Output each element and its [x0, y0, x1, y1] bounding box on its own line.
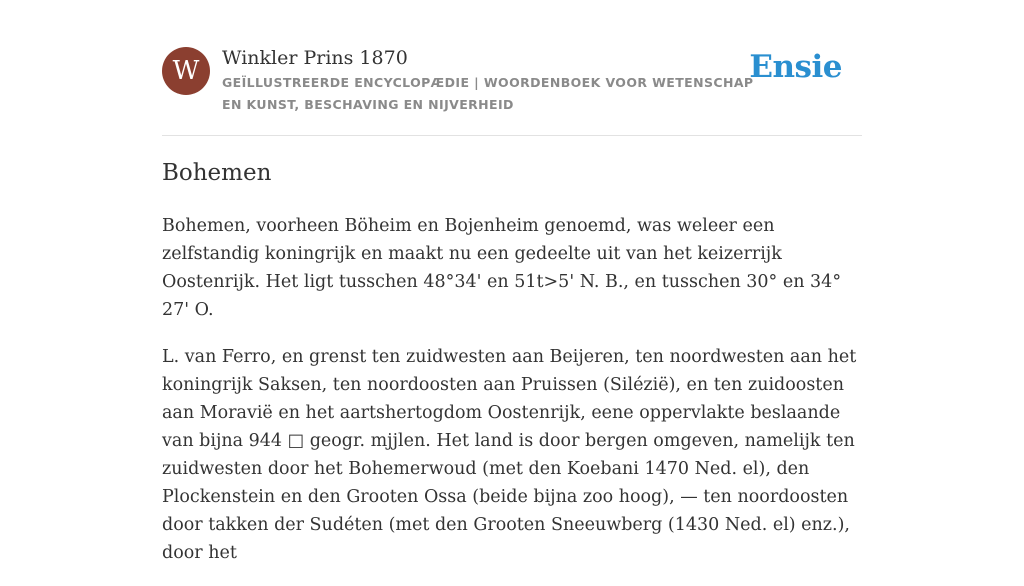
- article-body: [162, 212, 864, 586]
- article-paragraph: Bohemen, voorheen Böheim en Bojenheim genoemd, was weleer een zelfstandig koningrijk en maakt nu een gedeelte uit van het keizerrijk Oostenrijk. Het ligt tusschen 48°34' en 51t>5' N. B., en tusschen 30° en 34° 27' O.: [162, 216, 842, 320]
- header-divider: [162, 135, 862, 136]
- book-avatar[interactable]: W: [162, 47, 210, 95]
- book-title[interactable]: Winkler Prins 1870: [222, 47, 408, 69]
- ensie-logo[interactable]: Ensie: [749, 49, 842, 85]
- article-paragraph: L. van Ferro, en grenst ten zuidwesten aan Beijeren, ten noordwesten aan het koningrijk Saksen, ten noordoosten aan Pruissen (Silézië), en ten zuidoosten aan Moravië en het aartshertogdom Oostenrijk, eene oppervlakte beslaande van bijna 944 □ geogr. mjjlen. Het land is door bergen omgeven, namelijk ten zuidwesten door het Bohemerwoud (met den Koebani 1470 Ned. el), den Plockenstein en den Grooten Ossa (beide bijna zoo hoog), — ten noordoosten door takken der Sudéten (met den Grooten Sneeuwberg (1430 Ned. el) enz.), door het: [162, 347, 857, 563]
- book-subtitle: GEÏLLUSTREERDE ENCYCLOPÆDIE | WOORDENBOEK VOOR WETENSCHAP EN KUNST, BESCHAVING EN NIJVERHEID: [222, 75, 754, 112]
- article-title: Bohemen: [162, 160, 272, 186]
- book-header: [162, 44, 862, 135]
